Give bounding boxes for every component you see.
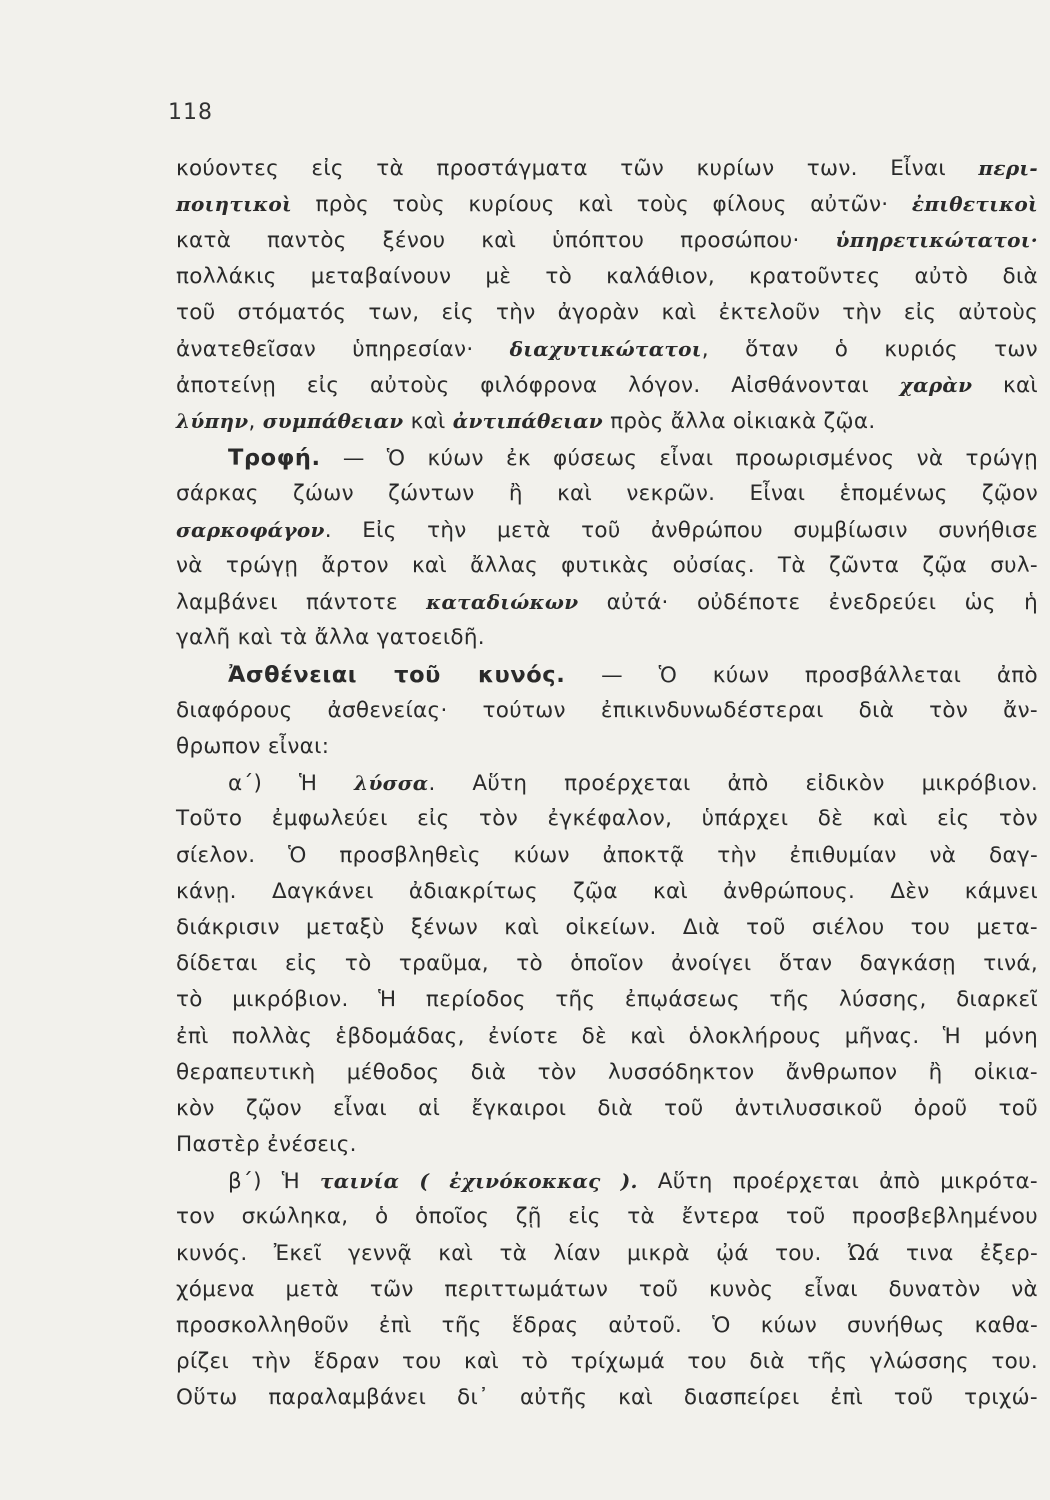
emphasized-term: καταδιώκων — [426, 590, 579, 615]
text-line — [176, 476, 1038, 512]
text-run: Οὕτω παραλαμβάνει δι᾽ αὐτῆς καὶ διασπείρει ἐπὶ τοῦ τριχώ- — [176, 1385, 1038, 1411]
text-run: χόμενα μετὰ τῶν περιττωμάτων τοῦ κυνὸς εἶναι δυνατὸν νὰ — [176, 1276, 1038, 1302]
text-line — [176, 657, 1038, 693]
text-run: — Ὁ κύων προσβάλλεται ἀπὸ — [565, 662, 1039, 688]
text-run: τον σκώληκα, ὁ ὁποῖος ζῇ εἰς τὰ ἔντερα τοῦ προσβεβλημένου — [176, 1204, 1038, 1230]
emphasized-term: σαρκοφάγον — [176, 517, 325, 542]
text-run: καὶ — [403, 409, 453, 435]
emphasized-term: ὑπηρετικώτατοι· — [835, 228, 1038, 253]
emphasized-term: διαχυτικώτατοι — [509, 336, 702, 361]
emphasized-term: συμπάθειαν — [262, 409, 404, 434]
text-line — [176, 1127, 1038, 1163]
text-run: θεραπευτικὴ μέθοδος διὰ τὸν λυσσόδηκτον ἄνθρωπον ἢ οἰκια- — [176, 1059, 1038, 1085]
text-line — [176, 1055, 1038, 1091]
text-run: . Αὕτη προέρχεται ἀπὸ εἰδικὸν μικρόβιον. — [428, 771, 1038, 797]
text-run: Παστὲρ ἐνέσεις. — [176, 1132, 357, 1158]
emphasized-term: χαρὰν — [899, 373, 973, 398]
emphasized-term: ταινία ( ἐχινόκοκκας ). — [320, 1169, 638, 1194]
text-run: ρίζει τὴν ἕδραν του καὶ τὸ τρίχωμά του διὰ τῆς γλώσσης του. — [176, 1349, 1038, 1375]
text-line — [176, 222, 1038, 258]
emphasized-term: λύσσα — [354, 771, 429, 796]
text-run: β΄) Ἡ — [228, 1169, 320, 1195]
text-line — [176, 1236, 1038, 1272]
text-line — [176, 1344, 1038, 1380]
text-run: πρὸς τοὺς κυρίους καὶ τοὺς φίλους αὐτῶν· — [292, 192, 912, 218]
text-line — [176, 729, 1038, 765]
text-run: α΄) Ἡ — [228, 771, 355, 797]
text-line — [176, 295, 1038, 331]
text-line — [176, 403, 1038, 439]
text-run: πρὸς ἄλλα οἰκιακὰ ζῷα. — [602, 409, 876, 435]
emphasized-term: ἀντιπάθειαν — [452, 409, 603, 434]
emphasized-term: περι- — [978, 156, 1038, 180]
text-line — [176, 1091, 1038, 1127]
text-run: ἀνατεθεῖσαν ὑπηρεσίαν· — [176, 336, 510, 362]
text-run: , — [248, 409, 263, 435]
emphasized-term: λύπην — [176, 409, 249, 434]
text-run: κούοντες εἰς τὰ προστάγματα τῶν κυρίων των. Εἶναι — [176, 156, 979, 181]
text-run: κυνός. Ἐκεῖ γεννᾷ καὶ τὰ λίαν μικρὰ ᾠά του. Ὠά τινα ἐξερ- — [176, 1240, 1038, 1266]
text-line — [176, 548, 1038, 584]
text-line — [176, 440, 1038, 476]
text-line — [176, 367, 1038, 403]
text-run: τοῦ στόματός των, εἰς τὴν ἀγορὰν καὶ ἐκτελοῦν τὴν εἰς αὐτοὺς — [176, 299, 1038, 325]
text-run: . Εἰς τὴν μετὰ τοῦ ἀνθρώπου συμβίωσιν συνήθισε — [324, 517, 1038, 543]
section-heading: Ἀσθένειαι τοῦ κυνός. — [228, 661, 566, 688]
text-run: Τοῦτο ἐμφωλεύει εἰς τὸν ἐγκέφαλον, ὑπάρχει δὲ καὶ εἰς τὸν — [176, 806, 1038, 832]
text-run: — Ὁ κύων ἐκ φύσεως εἶναι προωρισμένος νὰ τρώγῃ — [320, 445, 1038, 471]
text-run: θρωπον εἶναι: — [176, 734, 330, 759]
text-run: γαλῆ καὶ τὰ ἄλλα γατοειδῆ. — [176, 625, 485, 651]
text-run: , ὅταν ὁ κυριός των — [701, 336, 1038, 362]
text-line — [176, 801, 1038, 837]
text-run: διαφόρους ἀσθενείας· τούτων ἐπικινδυνωδέστεραι διὰ τὸν ἄν- — [176, 697, 1038, 723]
page-number: 118 — [168, 100, 213, 125]
text-run: κάνῃ. Δαγκάνει ἀδιακρίτως ζῷα καὶ ἀνθρώπους. Δὲν κάμνει — [176, 878, 1038, 904]
section-heading: Τροφή. — [228, 444, 321, 471]
text-line — [176, 1019, 1038, 1055]
text-run: τὸ μικρόβιον. Ἡ περίοδος τῆς ἐπῳάσεως τῆς λύσσης, διαρκεῖ — [176, 987, 1038, 1013]
text-line — [176, 1199, 1038, 1235]
text-run: νὰ τρώγῃ ἄρτον καὶ ἄλλας φυτικὰς οὐσίας. Τὰ ζῶντα ζῷα συλ- — [176, 553, 1038, 579]
text-run: προσκολληθοῦν ἐπὶ τῆς ἕδρας αὐτοῦ. Ὁ κύων συνήθως καθα- — [176, 1313, 1038, 1338]
text-run: αὐτά· οὐδέποτε ἐνεδρεύει ὡς ἡ — [578, 590, 1038, 616]
text-line — [176, 331, 1038, 367]
text-line — [176, 620, 1038, 656]
text-line — [176, 838, 1038, 874]
text-line — [176, 874, 1038, 910]
text-line — [176, 1272, 1038, 1308]
text-run: καὶ — [972, 373, 1039, 399]
text-run: Αὕτη προέρχεται ἀπὸ μικρότα- — [637, 1169, 1038, 1195]
text-line — [176, 765, 1038, 801]
text-line — [176, 512, 1038, 548]
text-line — [176, 982, 1038, 1018]
text-run: ἀποτείνῃ εἰς αὐτοὺς φιλόφρονα λόγον. Αἰσθάνονται — [176, 373, 900, 399]
text-line — [176, 1380, 1038, 1416]
text-line — [176, 259, 1038, 295]
text-run: διάκρισιν μεταξὺ ξένων καὶ οἰκείων. Διὰ τοῦ σιέλου του μετα- — [176, 914, 1038, 940]
body-text — [176, 150, 1038, 1417]
text-line — [176, 150, 1038, 186]
text-run: σάρκας ζώων ζώντων ἢ καὶ νεκρῶν. Εἶναι ἑπομένως ζῷον — [176, 480, 1038, 506]
text-run: ἐπὶ πολλὰς ἑβδομάδας, ἐνίοτε δὲ καὶ ὁλοκλήρους μῆνας. Ἡ μόνη — [176, 1023, 1038, 1049]
text-line — [176, 186, 1038, 222]
text-run: πολλάκις μεταβαίνουν μὲ τὸ καλάθιον, κρατοῦντες αὐτὸ διὰ — [176, 263, 1038, 289]
text-run: λαμβάνει πάντοτε — [176, 590, 427, 616]
text-line — [176, 1308, 1038, 1344]
text-run: σίελον. Ὁ προσβληθεὶς κύων ἀποκτᾷ τὴν ἐπιθυμίαν νὰ δαγ- — [176, 842, 1038, 868]
text-run: δίδεται εἰς τὸ τραῦμα, τὸ ὁποῖον ἀνοίγει ὅταν δαγκάσῃ τινά, — [176, 951, 1038, 977]
text-run: κατὰ παντὸς ξένου καὶ ὑπόπτου προσώπου· — [176, 228, 836, 254]
emphasized-term: ἐπιθετικοὶ — [911, 192, 1038, 217]
emphasized-term: ποιητικοὶ — [176, 192, 293, 217]
text-line — [176, 693, 1038, 729]
text-run: κὸν ζῷον εἶναι αἱ ἔγκαιροι διὰ τοῦ ἀντιλυσσικοῦ ὀροῦ τοῦ — [176, 1095, 1038, 1121]
text-line — [176, 584, 1038, 620]
text-line — [176, 946, 1038, 982]
text-line — [176, 1163, 1038, 1199]
text-line — [176, 910, 1038, 946]
